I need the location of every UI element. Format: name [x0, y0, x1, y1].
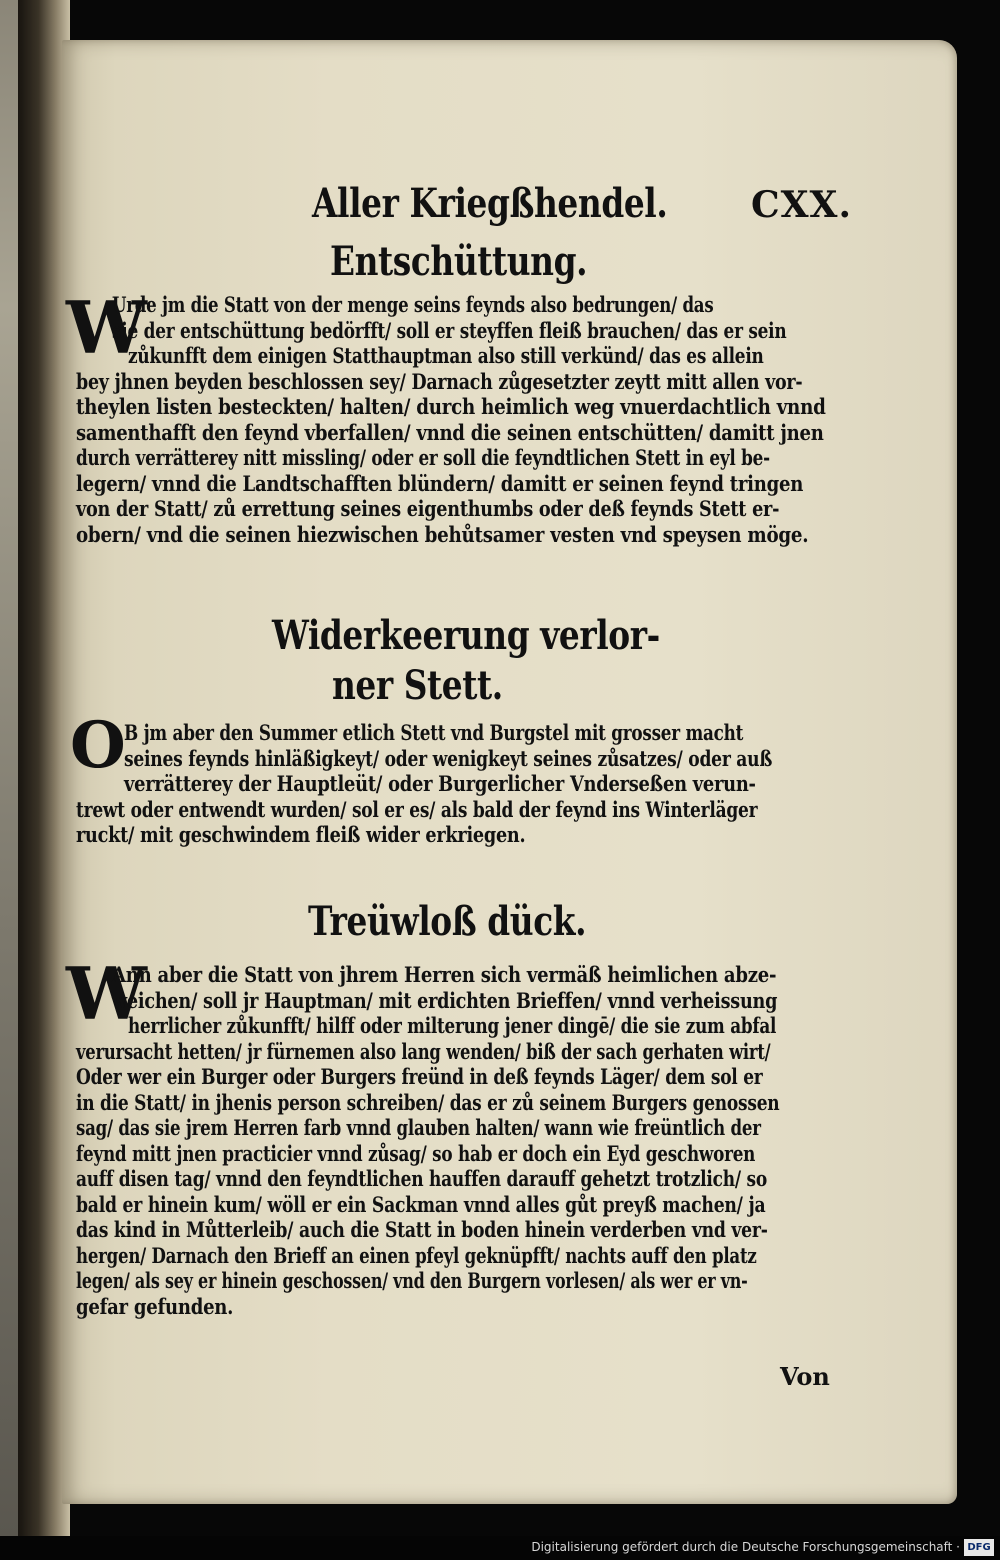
paragraph-widerkeerung — [76, 720, 919, 848]
drop-initial-w: W — [66, 285, 147, 370]
text-line: Ann aber die Statt von jhrem Herren sich vermäß heimlichen abze- — [112, 962, 777, 987]
text-line: legen/ als sey er hinein geschossen/ vnd den Burgern vorlesen/ als wer er vn- — [76, 1268, 748, 1293]
dfg-logo-icon[interactable]: DFG — [964, 1539, 994, 1556]
text-line: seines feynds hinläßigkeyt/ oder wenigkeyt seines zůsatzes/ oder auß — [124, 745, 773, 771]
text-line: ruckt/ mit geschwindem fleiß wider erkriegen. — [76, 822, 526, 847]
drop-initial-o: O — [70, 708, 126, 783]
footer-bar — [0, 1536, 1000, 1560]
text-line: von der Statt/ zů errettung seines eigenthumbs oder deß feynds Stett er- — [76, 496, 780, 521]
section-heading-widerkeerung-line2: ner Stett. — [332, 662, 503, 709]
text-line: trewt oder entwendt wurden/ sol er es/ als bald der feynd ins Winterläger — [76, 796, 758, 822]
running-title: Aller Kriegßhendel. — [312, 180, 668, 227]
text-line: bald er hinein kum/ wöll er ein Sackman vnnd alles gůt preyß machen/ ja — [76, 1191, 766, 1217]
text-line: gefar gefunden. — [76, 1293, 234, 1319]
paragraph-treuwloss — [76, 962, 966, 1319]
text-line: feynd mitt jnen practicier vnnd zůsag/ so hab er doch ein Eyd geschworen — [76, 1140, 756, 1166]
catchword: Von — [780, 1362, 830, 1391]
text-line: Urde jm die Statt von der menge seins feynds also bedrungen/ das — [112, 292, 714, 317]
text-line: zůkunfft dem einigen Statthauptman also still verkünd/ das es allein — [128, 343, 764, 368]
folio-number: CXX. — [750, 184, 852, 226]
running-head — [312, 180, 852, 227]
text-line: obern/ vnd die seinen hiezwischen behůtsamer vesten vnd speysen möge. — [76, 521, 809, 547]
section-heading-entschuettung: Entschüttung. — [330, 238, 588, 285]
text-line: bey jhnen beyden beschlossen sey/ Darnach zůgesetzter zeytt mitt allen vor- — [76, 368, 803, 394]
text-line: B jm aber den Summer etlich Stett vnd Burgstel mit grosser macht — [124, 720, 744, 745]
text-line: verursacht hetten/ jr fürnemen also lang wenden/ biß der sach gerhaten wirt/ — [76, 1038, 771, 1064]
binding-edge — [0, 0, 18, 1536]
paragraph-entschuettung — [76, 292, 951, 547]
text-line: sie der entschüttung bedörfft/ soll er steyffen fleiß brauchen/ das er sein — [112, 317, 787, 343]
section-heading-treuwloss: Treüwloß dück. — [308, 898, 587, 945]
text-line: durch verrätterey nitt missling/ oder er soll die feyndtlichen Stett in eyl be- — [76, 445, 770, 470]
text-line: auff disen tag/ vnnd den feyndtlichen hauffen darauff gehetzt trotzlich/ so — [76, 1166, 767, 1191]
book-page — [62, 40, 957, 1504]
text-line: legern/ vnnd die Landtschafften blündern/ damitt er seinen feynd tringen — [76, 470, 804, 496]
text-line: herrlicher zůkunfft/ hilff oder milterung jener dingē/ die sie zum abfal — [128, 1013, 777, 1038]
drop-initial-w: W — [66, 951, 147, 1036]
text-line: theylen listen besteckten/ halten/ durch heimlich weg vnuerdachtlich vnnd — [76, 394, 826, 419]
text-line: das kind in Můtterleib/ auch die Statt in boden hinein verderben vnd ver- — [76, 1217, 768, 1242]
text-line: sag/ das sie jrem Herren farb vnnd glauben halten/ wann wie freüntlich der — [76, 1115, 761, 1140]
text-line: hergen/ Darnach den Brieff an einen pfeyl geknüpfft/ nachts auff den platz — [76, 1242, 757, 1268]
text-line: samenthafft den feynd vberfallen/ vnnd die seinen entschütten/ damitt jnen — [76, 419, 824, 445]
text-line: Oder wer ein Burger oder Burgers freünd in deß feynds Läger/ dem sol er — [76, 1064, 763, 1089]
text-line: in die Statt/ in jhenis person schreiben/ das er zů seinem Burgers genossen — [76, 1089, 780, 1115]
text-line: verrätterey der Hauptleüt/ oder Burgerlicher Vnderseßen verun- — [124, 771, 756, 796]
funding-credit: Digitalisierung gefördert durch die Deutsche Forschungsgemeinschaft · — [531, 1540, 960, 1554]
section-heading-widerkeerung-line1: Widerkeerung verlor- — [272, 612, 660, 659]
text-line: weichen/ soll jr Hauptman/ mit erdichten Brieffen/ vnnd verheissung — [112, 987, 778, 1013]
